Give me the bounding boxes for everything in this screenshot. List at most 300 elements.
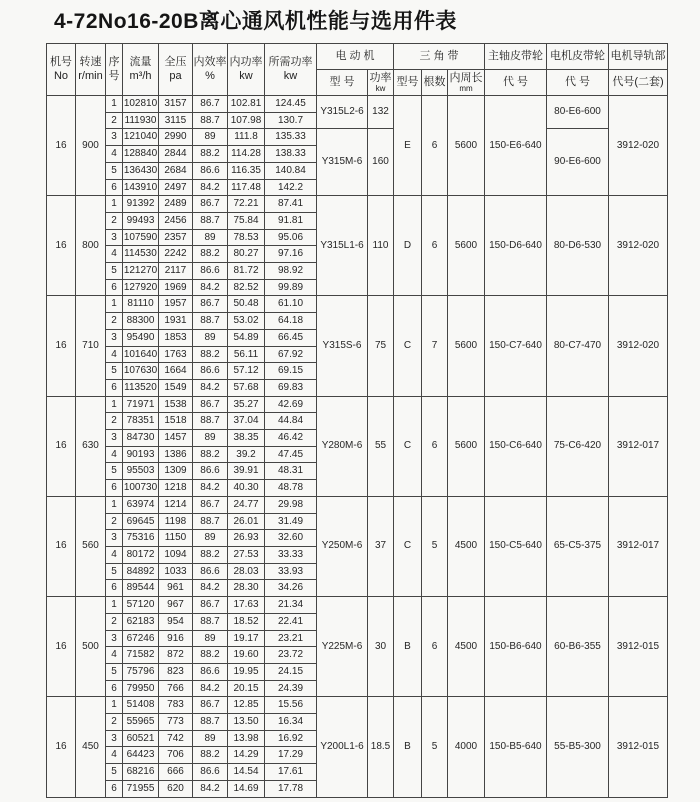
belt-length-cell: 4500 [448,597,485,697]
rail-cell: 3912-020 [609,196,668,296]
seq-cell: 2 [106,513,123,530]
seq-cell: 4 [106,647,123,664]
motor-model-cell: Y250M-6 [317,496,368,596]
flow-cell: 84892 [123,563,159,580]
required-power-unit: kw [283,69,298,82]
seq-cell: 5 [106,563,123,580]
motor-pulley-cell: 60-B6-355 [547,597,609,697]
required-power-cell: 91.81 [265,212,317,229]
efficiency-cell: 89 [193,630,228,647]
rail-cell: 3912-017 [609,396,668,496]
seq-cell: 2 [106,714,123,731]
efficiency-cell: 89 [193,229,228,246]
flow-label: 流量 [129,56,152,69]
pressure-cell: 2242 [159,246,193,263]
pressure-cell: 954 [159,613,193,630]
internal-power-cell: 111.8 [228,129,265,146]
speed-label: 转速 [79,56,102,69]
required-power-cell: 138.33 [265,146,317,163]
col-header-motor-power [368,70,394,96]
flow-cell: 95490 [123,329,159,346]
belt-length-cell: 5600 [448,296,485,396]
efficiency-cell: 86.6 [193,563,228,580]
efficiency-cell: 89 [193,530,228,547]
internal-power-cell: 107.98 [228,112,265,129]
flow-cell: 95503 [123,463,159,480]
pressure-cell: 2990 [159,129,193,146]
seq-cell: 5 [106,463,123,480]
motor-power-label: 功率 [369,71,392,84]
seq-cell: 2 [106,613,123,630]
efficiency-cell: 88.7 [193,513,228,530]
pressure-cell: 1931 [159,313,193,330]
flow-cell: 127920 [123,279,159,296]
efficiency-label: 内效率 [193,56,227,69]
pressure-cell: 1549 [159,379,193,396]
flow-cell: 69645 [123,513,159,530]
internal-power-cell: 117.48 [228,179,265,196]
belt-count-cell: 5 [422,697,448,797]
required-power-cell: 21.34 [265,597,317,614]
seq-cell: 2 [106,413,123,430]
seq-cell: 5 [106,263,123,280]
required-power-cell: 69.15 [265,363,317,380]
internal-power-cell: 14.54 [228,764,265,781]
pressure-cell: 742 [159,730,193,747]
internal-power-cell: 39.2 [228,446,265,463]
machine-no-cell: 16 [47,196,76,296]
internal-power-cell: 14.69 [228,780,265,797]
pressure-cell: 1309 [159,463,193,480]
required-power-cell: 33.93 [265,563,317,580]
motor-power-cell: 160 [368,129,394,196]
required-power-cell: 98.92 [265,263,317,280]
col-header-motor-group: 电 动 机 [317,44,394,70]
pressure-cell: 961 [159,580,193,597]
efficiency-cell: 84.2 [193,680,228,697]
efficiency-cell: 89 [193,430,228,447]
seq-cell: 1 [106,96,123,113]
pressure-cell: 1094 [159,546,193,563]
flow-cell: 67246 [123,630,159,647]
machine-no-cell: 16 [47,396,76,496]
col-header-motor-pulley-group: 电机皮带轮 [547,44,609,70]
seq-cell: 6 [106,480,123,497]
pressure-cell: 706 [159,747,193,764]
required-power-cell: 24.39 [265,680,317,697]
motor-pulley-cell: 55-B5-300 [547,697,609,797]
belt-length-label: 内周长 [449,71,483,84]
belt-type-cell: E [394,96,422,196]
efficiency-cell: 88.7 [193,112,228,129]
seq-cell: 4 [106,747,123,764]
internal-power-cell: 20.15 [228,680,265,697]
table-row [47,396,668,413]
speed-cell: 800 [76,196,106,296]
pressure-cell: 773 [159,714,193,731]
flow-cell: 89544 [123,580,159,597]
flow-cell: 90193 [123,446,159,463]
belt-type-cell: C [394,396,422,496]
pressure-cell: 2684 [159,162,193,179]
header-row-top [47,44,668,70]
belt-length-cell: 5600 [448,196,485,296]
internal-power-cell: 12.85 [228,697,265,714]
seq-cell: 3 [106,229,123,246]
col-header-shaft-pulley-code: 代 号 [485,70,547,96]
machine-no-cell: 16 [47,597,76,697]
pressure-cell: 1518 [159,413,193,430]
efficiency-cell: 84.2 [193,179,228,196]
efficiency-cell: 84.2 [193,580,228,597]
internal-power-cell: 75.84 [228,212,265,229]
seq-cell: 5 [106,162,123,179]
seq-cell: 1 [106,597,123,614]
internal-power-cell: 81.72 [228,263,265,280]
pressure-unit: pa [169,69,182,82]
required-power-cell: 130.7 [265,112,317,129]
required-power-cell: 66.45 [265,329,317,346]
motor-model-cell: Y315L1-6 [317,196,368,296]
internal-power-cell: 116.35 [228,162,265,179]
table-row [47,296,668,313]
pressure-cell: 2456 [159,212,193,229]
seq-cell: 5 [106,764,123,781]
col-header-shaft-pulley-group: 主轴皮带轮 [485,44,547,70]
internal-power-cell: 19.95 [228,663,265,680]
motor-power-cell: 132 [368,96,394,129]
internal-power-cell: 40.30 [228,480,265,497]
flow-cell: 63974 [123,496,159,513]
efficiency-cell: 86.7 [193,96,228,113]
table-body [47,96,668,798]
required-power-cell: 33.33 [265,546,317,563]
internal-power-cell: 56.11 [228,346,265,363]
col-header-speed [76,44,106,96]
internal-power-cell: 26.01 [228,513,265,530]
efficiency-cell: 88.2 [193,446,228,463]
pressure-cell: 1457 [159,430,193,447]
efficiency-cell: 88.7 [193,313,228,330]
col-header-rail-group: 电机导轨部 [609,44,668,70]
required-power-cell: 140.84 [265,162,317,179]
efficiency-cell: 86.6 [193,363,228,380]
pressure-cell: 666 [159,764,193,781]
belt-length-cell: 5600 [448,396,485,496]
flow-cell: 107630 [123,363,159,380]
pressure-cell: 1664 [159,363,193,380]
flow-cell: 121270 [123,263,159,280]
pressure-cell: 3157 [159,96,193,113]
flow-cell: 101640 [123,346,159,363]
shaft-pulley-cell: 150-B5-640 [485,697,547,797]
machine-no-cell: 16 [47,96,76,196]
efficiency-cell: 89 [193,129,228,146]
belt-type-cell: C [394,496,422,596]
flow-cell: 75316 [123,530,159,547]
machine-no-cell: 16 [47,697,76,797]
flow-cell: 75796 [123,663,159,680]
pressure-cell: 1763 [159,346,193,363]
belt-length-unit: mm [459,84,473,94]
flow-cell: 79950 [123,680,159,697]
required-power-cell: 17.29 [265,747,317,764]
flow-cell: 121040 [123,129,159,146]
col-header-required-power [265,44,317,96]
belt-type-cell: C [394,296,422,396]
required-power-cell: 34.26 [265,580,317,597]
belt-type-cell: B [394,597,422,697]
efficiency-cell: 86.6 [193,463,228,480]
motor-pulley-cell: 90-E6-600 [547,129,609,196]
flow-cell: 143910 [123,179,159,196]
internal-power-cell: 72.21 [228,196,265,213]
table-row [47,597,668,614]
internal-power-cell: 50.48 [228,296,265,313]
required-power-cell: 32.60 [265,530,317,547]
flow-cell: 100730 [123,480,159,497]
pressure-cell: 1957 [159,296,193,313]
flow-unit: m³/h [129,69,152,82]
flow-cell: 113520 [123,379,159,396]
col-header-machine-no [47,44,76,96]
efficiency-cell: 88.2 [193,346,228,363]
required-power-cell: 61.10 [265,296,317,313]
seq-cell: 3 [106,730,123,747]
motor-power-cell: 37 [368,496,394,596]
required-power-cell: 97.16 [265,246,317,263]
pressure-cell: 3115 [159,112,193,129]
internal-power-cell: 38.35 [228,430,265,447]
efficiency-cell: 88.2 [193,747,228,764]
internal-power-cell: 114.28 [228,146,265,163]
rail-cell: 3912-015 [609,597,668,697]
pressure-cell: 2844 [159,146,193,163]
seq-cell: 4 [106,546,123,563]
required-power-cell: 15.56 [265,697,317,714]
seq-cell: 1 [106,697,123,714]
motor-model-cell: Y315S-6 [317,296,368,396]
flow-cell: 128840 [123,146,159,163]
shaft-pulley-cell: 150-E6-640 [485,96,547,196]
internal-power-cell: 28.30 [228,580,265,597]
efficiency-cell: 88.7 [193,212,228,229]
seq-label-2: 号 [108,69,120,82]
pressure-cell: 872 [159,647,193,664]
efficiency-cell: 88.2 [193,647,228,664]
col-header-internal-power [228,44,265,96]
internal-power-cell: 17.63 [228,597,265,614]
flow-cell: 102810 [123,96,159,113]
internal-power-cell: 19.60 [228,647,265,664]
required-power-label: 所需功率 [268,56,313,69]
internal-power-cell: 80.27 [228,246,265,263]
required-power-cell: 142.2 [265,179,317,196]
col-header-belt-model: 型号 [394,70,422,96]
col-header-efficiency [193,44,228,96]
efficiency-cell: 86.6 [193,764,228,781]
speed-cell: 630 [76,396,106,496]
motor-model-cell: Y315L2-6 [317,96,368,129]
efficiency-cell: 86.6 [193,663,228,680]
internal-power-cell: 13.50 [228,714,265,731]
required-power-cell: 23.21 [265,630,317,647]
pressure-label: 全压 [164,56,187,69]
motor-power-cell: 18.5 [368,697,394,797]
efficiency-cell: 88.7 [193,613,228,630]
internal-power-cell: 28.03 [228,563,265,580]
motor-power-cell: 30 [368,597,394,697]
required-power-cell: 124.45 [265,96,317,113]
efficiency-cell: 84.2 [193,279,228,296]
flow-cell: 64423 [123,747,159,764]
pressure-cell: 1214 [159,496,193,513]
motor-model-cell: Y280M-6 [317,396,368,496]
pressure-cell: 1150 [159,530,193,547]
table-header [47,44,668,96]
speed-unit: r/min [78,69,103,82]
efficiency-cell: 86.6 [193,162,228,179]
flow-cell: 111930 [123,112,159,129]
belt-count-cell: 6 [422,96,448,196]
pressure-cell: 1538 [159,396,193,413]
efficiency-cell: 86.7 [193,396,228,413]
pressure-cell: 823 [159,663,193,680]
seq-cell: 4 [106,446,123,463]
table-row [47,496,668,513]
pressure-cell: 766 [159,680,193,697]
internal-power-cell: 82.52 [228,279,265,296]
rail-cell: 3912-015 [609,697,668,797]
seq-cell: 2 [106,313,123,330]
seq-cell: 6 [106,379,123,396]
machine-no-unit: No [53,69,69,82]
shaft-pulley-cell: 150-B6-640 [485,597,547,697]
internal-power-cell: 102.81 [228,96,265,113]
required-power-cell: 47.45 [265,446,317,463]
required-power-cell: 95.06 [265,229,317,246]
efficiency-cell: 88.2 [193,246,228,263]
motor-model-cell: Y200L1-6 [317,697,368,797]
internal-power-cell: 24.77 [228,496,265,513]
speed-cell: 560 [76,496,106,596]
internal-power-cell: 54.89 [228,329,265,346]
col-header-belt-group: 三 角 带 [394,44,485,70]
seq-cell: 4 [106,246,123,263]
internal-power-cell: 37.04 [228,413,265,430]
internal-power-cell: 14.29 [228,747,265,764]
flow-cell: 68216 [123,764,159,781]
seq-cell: 6 [106,780,123,797]
required-power-cell: 23.72 [265,647,317,664]
flow-cell: 136430 [123,162,159,179]
flow-cell: 51408 [123,697,159,714]
flow-cell: 81110 [123,296,159,313]
flow-cell: 55965 [123,714,159,731]
shaft-pulley-cell: 150-C6-640 [485,396,547,496]
internal-power-cell: 39.91 [228,463,265,480]
seq-cell: 6 [106,680,123,697]
required-power-cell: 31.49 [265,513,317,530]
machine-no-cell: 16 [47,496,76,596]
motor-power-cell: 55 [368,396,394,496]
efficiency-cell: 88.7 [193,714,228,731]
efficiency-cell: 89 [193,329,228,346]
seq-cell: 3 [106,630,123,647]
seq-cell: 2 [106,112,123,129]
required-power-cell: 135.33 [265,129,317,146]
rail-cell: 3912-017 [609,496,668,596]
speed-cell: 710 [76,296,106,396]
pressure-cell: 783 [159,697,193,714]
flow-cell: 71582 [123,647,159,664]
required-power-cell: 87.41 [265,196,317,213]
belt-type-cell: B [394,697,422,797]
motor-pulley-cell: 80-D6-530 [547,196,609,296]
col-header-pressure [159,44,193,96]
seq-cell: 5 [106,363,123,380]
efficiency-cell: 86.7 [193,496,228,513]
required-power-cell: 16.92 [265,730,317,747]
efficiency-cell: 86.6 [193,263,228,280]
flow-cell: 91392 [123,196,159,213]
rail-cell: 3912-020 [609,96,668,196]
required-power-cell: 48.78 [265,480,317,497]
required-power-cell: 46.42 [265,430,317,447]
seq-cell: 6 [106,179,123,196]
page-title: 4-72No16-20B离心通风机性能与选用件表 [54,10,457,33]
table-row [47,129,668,146]
efficiency-cell: 88.2 [193,146,228,163]
flow-cell: 99493 [123,212,159,229]
seq-cell: 6 [106,580,123,597]
pressure-cell: 2117 [159,263,193,280]
table-row [47,196,668,213]
motor-model-cell: Y225M-6 [317,597,368,697]
pressure-cell: 2497 [159,179,193,196]
pressure-cell: 620 [159,780,193,797]
col-header-seq [106,44,123,96]
belt-count-cell: 7 [422,296,448,396]
required-power-cell: 64.18 [265,313,317,330]
required-power-cell: 16.34 [265,714,317,731]
motor-pulley-cell: 80-E6-600 [547,96,609,129]
flow-cell: 71971 [123,396,159,413]
seq-cell: 6 [106,279,123,296]
motor-pulley-cell: 65-C5-375 [547,496,609,596]
belt-length-cell: 5600 [448,96,485,196]
col-header-belt-count: 根数 [422,70,448,96]
efficiency-cell: 86.7 [193,597,228,614]
flow-cell: 78351 [123,413,159,430]
required-power-cell: 48.31 [265,463,317,480]
motor-power-cell: 75 [368,296,394,396]
efficiency-cell: 84.2 [193,780,228,797]
pressure-cell: 1969 [159,279,193,296]
seq-cell: 3 [106,129,123,146]
belt-count-cell: 5 [422,496,448,596]
efficiency-cell: 88.7 [193,413,228,430]
belt-type-cell: D [394,196,422,296]
seq-cell: 2 [106,212,123,229]
seq-cell: 1 [106,496,123,513]
internal-power-unit: kw [239,69,253,82]
efficiency-cell: 86.7 [193,296,228,313]
pressure-cell: 916 [159,630,193,647]
flow-cell: 60521 [123,730,159,747]
required-power-cell: 67.92 [265,346,317,363]
flow-cell: 107590 [123,229,159,246]
